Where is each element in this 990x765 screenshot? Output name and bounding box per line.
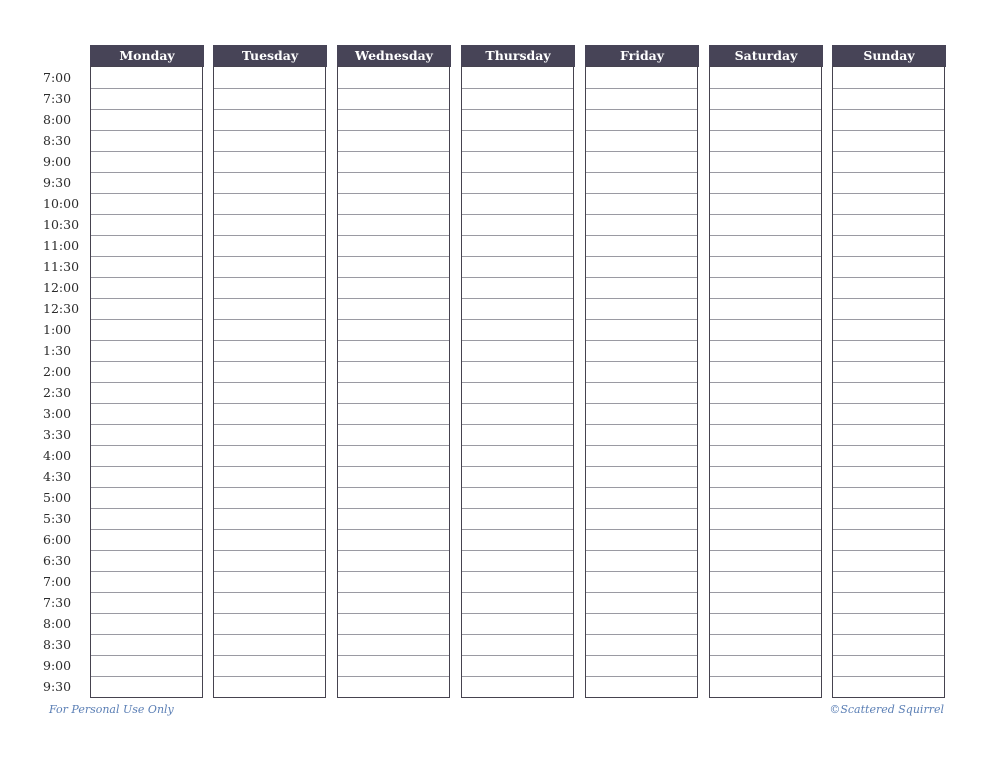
time-slot-line (214, 109, 325, 110)
time-label: 4:00 (43, 448, 72, 463)
time-slot-line (586, 445, 697, 446)
time-slot-line (586, 277, 697, 278)
time-slot-line (833, 676, 944, 677)
time-slot-line (91, 109, 202, 110)
time-slot-line (338, 172, 449, 173)
time-label: 4:30 (43, 469, 72, 484)
time-slot-line (586, 676, 697, 677)
time-slot-line (91, 277, 202, 278)
time-label: 11:30 (43, 259, 80, 274)
time-label: 2:00 (43, 364, 72, 379)
time-slot-line (462, 193, 573, 194)
day-header: Friday (585, 45, 699, 67)
time-slot-line (710, 613, 821, 614)
time-slot-line (338, 109, 449, 110)
time-slot-line (214, 88, 325, 89)
time-slot-line (833, 487, 944, 488)
time-slot-line (586, 550, 697, 551)
time-label: 9:30 (43, 679, 72, 694)
time-slot-line (586, 382, 697, 383)
day-column-sunday (832, 45, 946, 698)
day-schedule-area[interactable] (832, 66, 945, 698)
time-slot-line (710, 550, 821, 551)
time-slot-line (710, 193, 821, 194)
time-label: 1:00 (43, 322, 72, 337)
time-slot-line (462, 172, 573, 173)
time-slot-line (710, 403, 821, 404)
day-schedule-area[interactable] (90, 66, 203, 698)
time-slot-line (833, 298, 944, 299)
time-slot-line (91, 634, 202, 635)
time-slot-line (462, 613, 573, 614)
time-slot-line (214, 424, 325, 425)
day-schedule-area[interactable] (585, 66, 698, 698)
time-slot-line (586, 634, 697, 635)
time-label: 5:00 (43, 490, 72, 505)
time-slot-line (338, 256, 449, 257)
time-slot-line (586, 151, 697, 152)
time-slot-line (833, 382, 944, 383)
time-slot-line (214, 676, 325, 677)
time-slot-line (214, 592, 325, 593)
time-slot-line (833, 193, 944, 194)
time-label: 8:30 (43, 637, 72, 652)
time-label: 1:30 (43, 343, 72, 358)
time-slot-line (710, 445, 821, 446)
time-slot-line (214, 256, 325, 257)
time-slot-line (833, 256, 944, 257)
time-slot-line (833, 571, 944, 572)
time-slot-line (833, 550, 944, 551)
day-header: Tuesday (213, 45, 327, 67)
time-slot-line (462, 445, 573, 446)
time-slot-line (214, 340, 325, 341)
time-slot-line (214, 193, 325, 194)
time-slot-line (462, 550, 573, 551)
time-slot-line (91, 340, 202, 341)
time-slot-line (214, 298, 325, 299)
time-slot-line (91, 403, 202, 404)
time-slot-line (833, 361, 944, 362)
time-slot-line (833, 214, 944, 215)
time-slot-line (710, 88, 821, 89)
time-slot-line (586, 403, 697, 404)
day-header: Sunday (832, 45, 946, 67)
time-slot-line (91, 445, 202, 446)
time-slot-line (462, 151, 573, 152)
time-slot-line (586, 214, 697, 215)
time-slot-line (586, 487, 697, 488)
day-column-friday (585, 45, 699, 698)
time-slot-line (833, 172, 944, 173)
day-header: Wednesday (337, 45, 451, 67)
time-slot-line (462, 277, 573, 278)
day-column-wednesday (337, 45, 451, 698)
time-slot-line (91, 361, 202, 362)
time-slot-line (586, 172, 697, 173)
time-label: 5:30 (43, 511, 72, 526)
day-header: Thursday (461, 45, 575, 67)
time-label: 7:00 (43, 574, 72, 589)
time-slot-line (833, 109, 944, 110)
time-slot-line (710, 571, 821, 572)
time-slot-line (214, 130, 325, 131)
time-label: 12:00 (43, 280, 80, 295)
time-label: 9:00 (43, 154, 72, 169)
time-label: 6:30 (43, 553, 72, 568)
time-slot-line (338, 592, 449, 593)
time-slot-line (586, 193, 697, 194)
time-label: 6:00 (43, 532, 72, 547)
time-slot-line (710, 109, 821, 110)
time-slot-line (710, 655, 821, 656)
time-slot-line (338, 193, 449, 194)
time-label: 8:00 (43, 616, 72, 631)
time-slot-line (214, 487, 325, 488)
time-slot-line (214, 361, 325, 362)
time-slot-line (462, 403, 573, 404)
time-slot-line (710, 592, 821, 593)
time-slot-line (214, 172, 325, 173)
time-slot-line (91, 571, 202, 572)
time-slot-line (586, 529, 697, 530)
time-slot-line (833, 508, 944, 509)
time-slot-line (214, 214, 325, 215)
time-slot-line (833, 235, 944, 236)
time-slot-line (214, 613, 325, 614)
time-label: 2:30 (43, 385, 72, 400)
time-slot-line (710, 340, 821, 341)
time-slot-line (586, 592, 697, 593)
time-slot-line (338, 529, 449, 530)
time-slot-line (338, 466, 449, 467)
time-slot-line (586, 256, 697, 257)
time-slot-line (586, 424, 697, 425)
time-slot-line (338, 487, 449, 488)
time-slot-line (91, 550, 202, 551)
time-slot-line (214, 634, 325, 635)
time-slot-line (710, 298, 821, 299)
time-label: 3:00 (43, 406, 72, 421)
time-slot-line (462, 214, 573, 215)
time-slot-line (833, 424, 944, 425)
time-slot-line (214, 655, 325, 656)
time-slot-line (91, 424, 202, 425)
day-column-monday (90, 45, 204, 698)
copyright-note: ©Scattered Squirrel (829, 703, 944, 716)
time-slot-line (338, 655, 449, 656)
day-column-tuesday (213, 45, 327, 698)
time-slot-line (710, 319, 821, 320)
time-slot-line (710, 361, 821, 362)
time-slot-line (338, 361, 449, 362)
time-slot-line (91, 466, 202, 467)
day-column-saturday (709, 45, 823, 698)
time-slot-line (214, 382, 325, 383)
time-label: 8:30 (43, 133, 72, 148)
time-slot-line (462, 109, 573, 110)
time-slot-line (338, 130, 449, 131)
time-slot-line (586, 571, 697, 572)
time-slot-line (462, 235, 573, 236)
time-slot-line (214, 508, 325, 509)
time-slot-line (91, 487, 202, 488)
time-slot-line (462, 256, 573, 257)
time-slot-line (91, 193, 202, 194)
day-schedule-area[interactable] (461, 66, 574, 698)
time-slot-line (710, 508, 821, 509)
time-slot-line (214, 151, 325, 152)
time-label: 8:00 (43, 112, 72, 127)
time-slot-line (710, 424, 821, 425)
time-slot-line (833, 319, 944, 320)
time-slot-line (338, 88, 449, 89)
time-slot-line (91, 529, 202, 530)
time-slot-line (338, 508, 449, 509)
time-slot-line (91, 130, 202, 131)
time-slot-line (586, 613, 697, 614)
time-slot-line (462, 571, 573, 572)
time-slot-line (214, 550, 325, 551)
time-slot-line (91, 235, 202, 236)
time-slot-line (214, 571, 325, 572)
time-slot-line (833, 340, 944, 341)
time-slot-line (710, 634, 821, 635)
time-slot-line (214, 445, 325, 446)
time-slot-line (462, 592, 573, 593)
personal-use-note: For Personal Use Only (49, 703, 174, 716)
time-slot-line (91, 382, 202, 383)
time-slot-line (462, 319, 573, 320)
time-label: 7:30 (43, 595, 72, 610)
time-slot-line (586, 319, 697, 320)
time-slot-line (462, 88, 573, 89)
time-slot-line (338, 235, 449, 236)
time-slot-line (214, 403, 325, 404)
time-slot-line (710, 382, 821, 383)
day-schedule-area[interactable] (337, 66, 450, 698)
time-slot-line (214, 319, 325, 320)
time-slot-line (338, 571, 449, 572)
time-slot-line (710, 676, 821, 677)
time-slot-line (710, 487, 821, 488)
time-slot-line (710, 151, 821, 152)
time-slot-line (91, 319, 202, 320)
time-slot-line (710, 529, 821, 530)
time-slot-line (338, 298, 449, 299)
day-schedule-area[interactable] (709, 66, 822, 698)
time-slot-line (462, 298, 573, 299)
time-slot-line (462, 361, 573, 362)
time-slot-line (833, 613, 944, 614)
time-slot-line (586, 109, 697, 110)
time-slot-line (338, 403, 449, 404)
time-slot-line (462, 634, 573, 635)
time-slot-line (338, 445, 449, 446)
time-slot-line (462, 487, 573, 488)
time-label: 3:30 (43, 427, 72, 442)
time-slot-line (338, 634, 449, 635)
time-slot-line (91, 676, 202, 677)
time-label: 10:00 (43, 196, 80, 211)
time-slot-line (586, 361, 697, 362)
time-slot-line (91, 613, 202, 614)
time-label: 10:30 (43, 217, 80, 232)
time-slot-line (214, 235, 325, 236)
time-slot-line (214, 466, 325, 467)
time-slot-line (214, 529, 325, 530)
time-slot-line (833, 130, 944, 131)
time-slot-line (91, 256, 202, 257)
time-slot-line (833, 634, 944, 635)
time-slot-line (710, 277, 821, 278)
time-slot-line (833, 592, 944, 593)
day-schedule-area[interactable] (213, 66, 326, 698)
time-slot-line (462, 466, 573, 467)
time-slot-line (586, 655, 697, 656)
time-slot-line (338, 277, 449, 278)
time-slot-line (462, 130, 573, 131)
time-slot-line (833, 277, 944, 278)
time-slot-line (338, 151, 449, 152)
time-slot-line (338, 214, 449, 215)
time-slot-line (91, 172, 202, 173)
time-slot-line (338, 613, 449, 614)
time-slot-line (710, 466, 821, 467)
time-slot-line (338, 424, 449, 425)
time-slot-line (710, 172, 821, 173)
time-slot-line (91, 298, 202, 299)
time-slot-line (462, 424, 573, 425)
time-slot-line (462, 655, 573, 656)
time-slot-line (586, 88, 697, 89)
time-slot-line (91, 151, 202, 152)
time-slot-line (833, 88, 944, 89)
time-slot-line (710, 214, 821, 215)
time-slot-line (833, 655, 944, 656)
time-slot-line (462, 340, 573, 341)
time-slot-line (462, 529, 573, 530)
day-column-thursday (461, 45, 575, 698)
time-slot-line (462, 382, 573, 383)
time-slot-line (338, 319, 449, 320)
time-slot-line (338, 382, 449, 383)
time-label: 7:30 (43, 91, 72, 106)
time-slot-line (710, 256, 821, 257)
time-slot-line (586, 298, 697, 299)
time-slot-line (833, 445, 944, 446)
time-slot-line (586, 130, 697, 131)
time-slot-line (462, 676, 573, 677)
time-slot-line (833, 466, 944, 467)
time-slot-line (586, 235, 697, 236)
time-slot-line (833, 403, 944, 404)
time-slot-line (586, 466, 697, 467)
time-label: 12:30 (43, 301, 80, 316)
time-slot-line (338, 676, 449, 677)
day-header: Saturday (709, 45, 823, 67)
time-slot-line (91, 88, 202, 89)
time-slot-line (586, 508, 697, 509)
time-slot-line (710, 130, 821, 131)
time-slot-line (214, 277, 325, 278)
time-slot-line (710, 235, 821, 236)
time-slot-line (586, 340, 697, 341)
time-slot-line (462, 508, 573, 509)
time-slot-line (91, 214, 202, 215)
time-label: 11:00 (43, 238, 80, 253)
time-label: 9:00 (43, 658, 72, 673)
day-header: Monday (90, 45, 204, 67)
time-slot-line (91, 592, 202, 593)
time-slot-line (833, 529, 944, 530)
time-slot-line (91, 508, 202, 509)
time-slot-line (338, 340, 449, 341)
time-slot-line (338, 550, 449, 551)
time-label: 7:00 (43, 70, 72, 85)
time-slot-line (833, 151, 944, 152)
time-label: 9:30 (43, 175, 72, 190)
time-slot-line (91, 655, 202, 656)
